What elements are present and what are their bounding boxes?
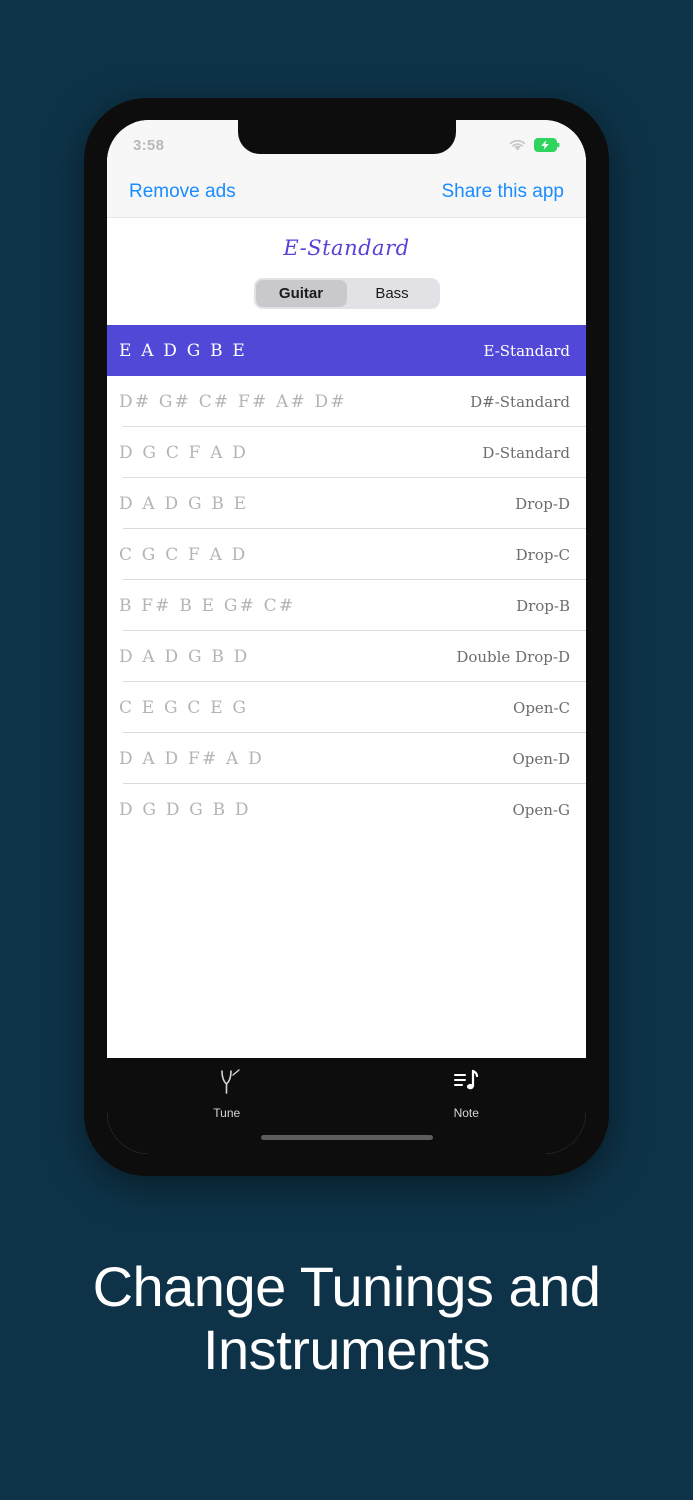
header-area [107, 218, 586, 325]
list-item[interactable] [107, 682, 586, 733]
top-action-bar [107, 166, 586, 218]
phone-screen [107, 120, 586, 1154]
tuning-name: D#-Standard [470, 392, 570, 411]
wifi-icon [508, 138, 527, 152]
caption-line-1: Change Tunings and [92, 1255, 601, 1318]
tuning-name: E-Standard [483, 341, 570, 360]
tuning-notes: E A D G B E [119, 340, 248, 361]
instrument-segmented-control[interactable] [254, 278, 440, 309]
tuning-name: Drop-B [516, 596, 570, 615]
tuning-notes: D G C F A D [119, 442, 249, 463]
tuning-name: Open-G [512, 800, 570, 819]
tuning-name: Drop-C [515, 545, 570, 564]
tab-note[interactable] [347, 1068, 587, 1120]
caption-line-2: Instruments [202, 1318, 491, 1381]
list-item[interactable] [107, 529, 586, 580]
tuning-name: Double Drop-D [456, 647, 570, 666]
tuning-fork-icon [214, 1068, 240, 1101]
list-item[interactable] [107, 733, 586, 784]
list-item[interactable] [107, 325, 586, 376]
share-app-button[interactable]: Share this app [441, 180, 564, 202]
status-time: 3:58 [133, 136, 165, 154]
list-item[interactable] [107, 427, 586, 478]
promo-caption [0, 1255, 693, 1381]
tuning-notes: D G D G B D [119, 799, 251, 820]
tuning-notes: D A D F# A D [119, 748, 264, 769]
tuning-notes: C E G C E G [119, 697, 249, 718]
tuning-notes: C G C F A D [119, 544, 248, 565]
tuning-name: Open-C [513, 698, 570, 717]
tuning-name: Open-D [512, 749, 570, 768]
music-note-icon [453, 1068, 479, 1101]
tab-tune[interactable] [107, 1068, 347, 1120]
remove-ads-button[interactable]: Remove ads [129, 180, 236, 202]
list-item[interactable] [107, 580, 586, 631]
current-tuning-title: E-Standard [283, 236, 410, 260]
phone-notch [238, 120, 456, 154]
home-indicator[interactable] [261, 1135, 433, 1140]
phone-frame [84, 98, 609, 1176]
tab-label-tune: Tune [213, 1106, 241, 1120]
battery-icon [534, 138, 560, 152]
tuning-name: Drop-D [515, 494, 570, 513]
tuning-name: D-Standard [482, 443, 570, 462]
tab-label-note: Note [453, 1106, 479, 1120]
list-item[interactable] [107, 631, 586, 682]
status-indicators [508, 138, 560, 152]
list-item[interactable] [107, 376, 586, 427]
tuning-notes: D# G# C# F# A# D# [119, 391, 347, 412]
tuning-list[interactable] [107, 325, 586, 890]
tuning-notes: D A D G B E [119, 493, 249, 514]
segment-bass[interactable]: Bass [375, 285, 409, 302]
list-item[interactable] [107, 784, 586, 835]
segment-guitar[interactable]: Guitar [256, 280, 347, 307]
tuning-notes: D A D G B D [119, 646, 250, 667]
tuning-notes: B F# B E G# C# [119, 595, 296, 616]
list-item[interactable] [107, 478, 586, 529]
